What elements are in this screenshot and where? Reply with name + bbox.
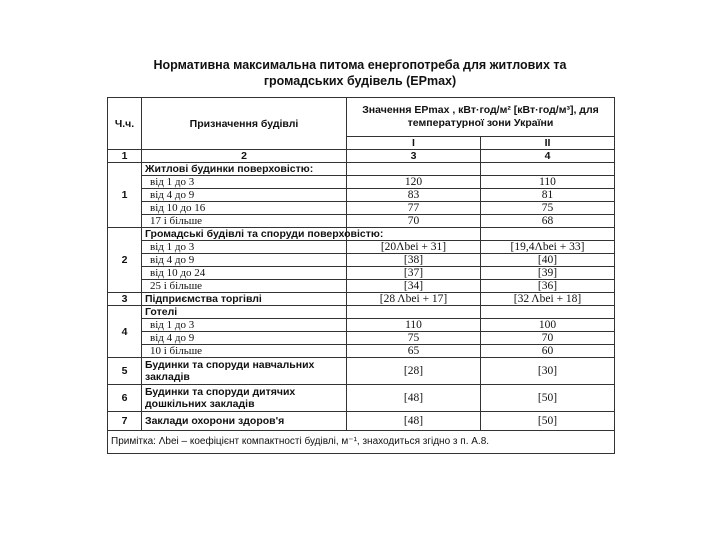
value-zone-2: 75 bbox=[481, 202, 615, 215]
row-label: від 1 до 3 bbox=[142, 176, 347, 189]
row-label: від 4 до 9 bbox=[142, 332, 347, 345]
row-label: від 4 до 9 bbox=[142, 189, 347, 202]
table-row bbox=[108, 358, 615, 385]
value-zone-1: [48] bbox=[347, 385, 481, 412]
row-label: від 4 до 9 bbox=[142, 254, 347, 267]
value-zone-1: 83 bbox=[347, 189, 481, 202]
row-num: 7 bbox=[108, 412, 142, 431]
table-row bbox=[108, 202, 615, 215]
value-zone-2: [36] bbox=[481, 280, 615, 293]
table-row bbox=[108, 215, 615, 228]
row-title: Житлові будинки поверховістю: bbox=[142, 163, 347, 176]
row-num: 3 bbox=[108, 293, 142, 306]
table-row bbox=[108, 228, 615, 241]
value-zone-2: [39] bbox=[481, 267, 615, 280]
table-row bbox=[108, 345, 615, 358]
value-zone-1: 110 bbox=[347, 319, 481, 332]
value-zone-2: [19,4Λbei + 33] bbox=[481, 241, 615, 254]
value-zone-2: [50] bbox=[481, 385, 615, 412]
value-zone-2: 70 bbox=[481, 332, 615, 345]
row-num: 1 bbox=[108, 163, 142, 228]
index-cell: 3 bbox=[347, 150, 481, 163]
row-label: від 1 до 3 bbox=[142, 319, 347, 332]
value-zone-1: 75 bbox=[347, 332, 481, 345]
table-row bbox=[108, 267, 615, 280]
value-zone-2: [40] bbox=[481, 254, 615, 267]
header-value: Значення EPmax , кВт·год/м² [кВт·год/м³], для температурної зони України bbox=[347, 98, 615, 137]
row-title: Громадські будівлі та споруди поверховістю: bbox=[142, 228, 347, 241]
title-line-1: Нормативна максимальна питома енергопотреба для житлових та bbox=[153, 58, 567, 72]
row-num: 4 bbox=[108, 306, 142, 358]
table-row bbox=[108, 189, 615, 202]
row-title: Підприємства торгівлі bbox=[142, 293, 347, 306]
row-label: від 1 до 3 bbox=[142, 241, 347, 254]
table-row bbox=[108, 241, 615, 254]
value-zone-1: 120 bbox=[347, 176, 481, 189]
value-zone-2: 60 bbox=[481, 345, 615, 358]
table-row bbox=[108, 176, 615, 189]
table-row bbox=[108, 306, 615, 319]
note-row bbox=[108, 431, 615, 454]
row-num: 2 bbox=[108, 228, 142, 293]
header-num: Ч.ч. bbox=[108, 98, 142, 150]
row-num: 6 bbox=[108, 385, 142, 412]
value-zone-1: [38] bbox=[347, 254, 481, 267]
value-zone-1: [20Λbei + 31] bbox=[347, 241, 481, 254]
row-label: від 10 до 16 bbox=[142, 202, 347, 215]
index-row bbox=[108, 150, 615, 163]
table-row bbox=[108, 293, 615, 306]
table-row bbox=[108, 319, 615, 332]
table-note: Примітка: Λbei – коефіцієнт компактності будівлі, м⁻¹, знаходиться згідно з п. А.8. bbox=[108, 431, 615, 454]
header-purpose: Призначення будівлі bbox=[142, 98, 347, 150]
value-zone-1: [37] bbox=[347, 267, 481, 280]
value-zone-1: [34] bbox=[347, 280, 481, 293]
table-row bbox=[108, 163, 615, 176]
row-label: 17 і більше bbox=[142, 215, 347, 228]
value-zone-2: [30] bbox=[481, 358, 615, 385]
value-zone-1: [28] bbox=[347, 358, 481, 385]
row-num: 5 bbox=[108, 358, 142, 385]
value-zone-2: 81 bbox=[481, 189, 615, 202]
index-cell: 2 bbox=[142, 150, 347, 163]
table-row bbox=[108, 332, 615, 345]
row-title: Готелі bbox=[142, 306, 347, 319]
page-title bbox=[110, 57, 610, 89]
value-zone-1: 70 bbox=[347, 215, 481, 228]
table-row bbox=[108, 385, 615, 412]
value-zone-1: [28 Λbei + 17] bbox=[347, 293, 481, 306]
row-title: Будинки та споруди дитячих дошкільних закладів bbox=[142, 385, 347, 412]
index-cell: 1 bbox=[108, 150, 142, 163]
index-cell: 4 bbox=[481, 150, 615, 163]
row-title: Будинки та споруди навчальних закладів bbox=[142, 358, 347, 385]
header-zone-2: II bbox=[481, 137, 615, 150]
row-title: Заклади охорони здоров'я bbox=[142, 412, 347, 431]
value-zone-2: [32 Λbei + 18] bbox=[481, 293, 615, 306]
value-zone-2: 110 bbox=[481, 176, 615, 189]
table-row bbox=[108, 412, 615, 431]
header-zone-1: I bbox=[347, 137, 481, 150]
value-zone-2: 68 bbox=[481, 215, 615, 228]
row-label: 10 і більше bbox=[142, 345, 347, 358]
value-zone-1: [48] bbox=[347, 412, 481, 431]
table-row bbox=[108, 254, 615, 267]
value-zone-2: 100 bbox=[481, 319, 615, 332]
energy-demand-table bbox=[107, 97, 615, 454]
header-row bbox=[108, 98, 615, 137]
row-label: від 10 до 24 bbox=[142, 267, 347, 280]
row-label: 25 і більше bbox=[142, 280, 347, 293]
value-zone-1: 65 bbox=[347, 345, 481, 358]
title-line-2: громадських будівель (EPmax) bbox=[263, 74, 457, 88]
value-zone-1: 77 bbox=[347, 202, 481, 215]
table-row bbox=[108, 280, 615, 293]
value-zone-2: [50] bbox=[481, 412, 615, 431]
